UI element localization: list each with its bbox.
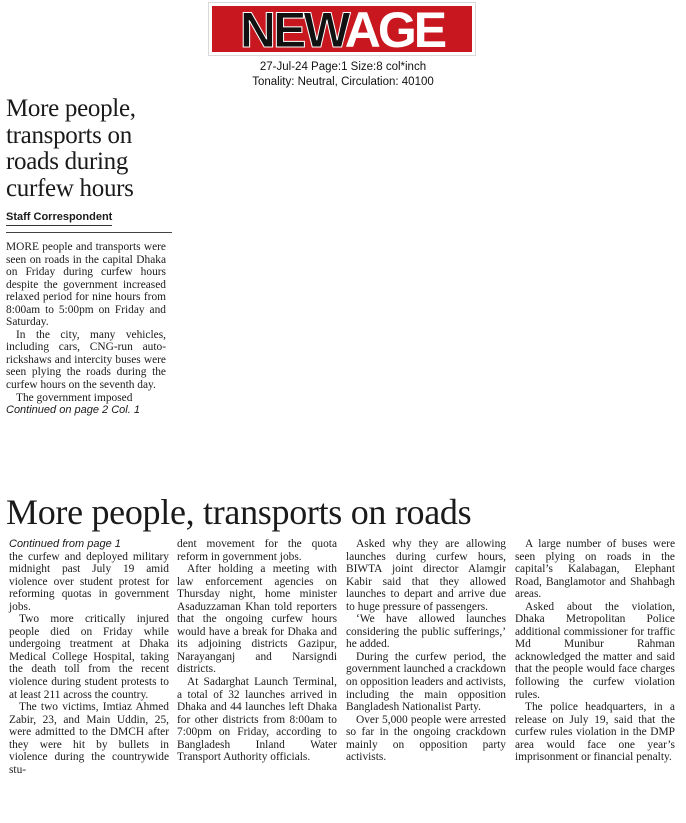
continuation-paragraph: After holding a meeting with law enforcement agencies on Thursday night, home minister Asaduzzaman Khan told reporters that the ongoing curfew hours would have a break for Dhaka and its adjoining districts Gazipur, Narayanganj and Narsigndi districts.	[177, 563, 337, 676]
byline-divider	[6, 232, 172, 233]
continuation-column-2	[177, 538, 337, 764]
continuation-paragraph: dent movement for the quota reform in government jobs.	[177, 538, 337, 563]
front-headline: More people, transports on roads during curfew hours	[6, 95, 136, 202]
clip-info-date-page-size: 27-Jul-24 Page:1 Size:8 col*inch	[259, 61, 427, 73]
newspaper-logo	[208, 2, 476, 56]
continuation-paragraph: During the curfew period, the government launched a crackdown on opposition leaders and activists, including the main opposition Bangladesh Nationalist Party.	[346, 650, 506, 714]
continuation-column-3	[346, 538, 506, 764]
front-body	[6, 241, 166, 417]
continuation-paragraph: the curfew and deployed military midnight past July 19 amid violence over student protest for reforming quotas in government jobs.	[9, 550, 169, 613]
continuation-paragraph: Two more critically injured people died on Friday while undergoing treatment at Dhaka Medical College Hospital, taking the death toll from the recent violence during student protests to at least 211 across the country.	[9, 613, 169, 701]
front-paragraph: MORE people and transports were seen on roads in the capital Dhaka on Friday during curfew hours despite the government increased relaxed period for nine hours from 8:00am to 5:00pm on Friday and Saturday.	[6, 241, 166, 329]
continuation-column-4	[515, 538, 675, 764]
continuation-paragraph: The police headquarters, in a release on July 19, said that the curfew rules violation in the DMP area would face one year’s imprisonment or financial penalty.	[515, 701, 675, 764]
continuation-paragraph: Over 5,000 people were arrested so far in the ongoing crackdown mainly on opposition party activists.	[346, 713, 506, 764]
clip-info-tonality-circulation: Tonality: Neutral, Circulation: 40100	[252, 76, 434, 88]
byline: Staff Correspondent	[6, 211, 112, 226]
front-paragraph: The government imposed	[16, 391, 133, 404]
continued-from-note: Continued from page 1	[9, 538, 121, 550]
continuation-column-1	[9, 538, 169, 776]
continuation-paragraph: Asked why they are allowing launches during curfew hours, BIWTA joint director Alamgir Kabir said that they allowed launches to depart and arrive due to huge pressure of passengers.	[346, 538, 506, 613]
continuation-headline: More people, transports on roads	[6, 492, 472, 532]
continuation-paragraph: At Sadarghat Launch Terminal, a total of 32 launches arrived in Dhaka and 44 launches left Dhaka for other districts from 8:00am to 7:00pm on Friday, according to Bangladesh Inland Water Transport Authority officials.	[177, 676, 337, 764]
continuation-paragraph: Asked about the violation, Dhaka Metropolitan Police additional commissioner for traffic Md Munibur Rahman acknowledged the matter and said that the people would face charges following the curfew violation rules.	[515, 600, 675, 701]
front-paragraph: In the city, many vehicles, including cars, CNG-run auto-rickshaws and intercity buses were seen plying the roads during the curfew hours on the seventh day.	[6, 328, 166, 392]
logo-new: NEW	[239, 2, 345, 56]
continuation-paragraph: The two victims, Imtiaz Ahmed Zabir, 23, and Main Uddin, 25, were admitted to the DMCH after they were hit by bullets in violence during the countrywide stu-	[9, 701, 169, 776]
continued-on-note: Continued on page 2 Col. 1	[6, 404, 140, 417]
logo-age: AGE	[344, 2, 445, 56]
logo-wordmark	[209, 2, 475, 56]
continuation-paragraph: ‘We have allowed launches considering the public sufferings,’ he added.	[346, 613, 506, 651]
front-page-clip	[6, 96, 172, 417]
continuation-paragraph: A large number of buses were seen plying on roads in the capital’s Kalabagan, Elephant Road, Banglamotor and Shahbagh areas.	[515, 538, 675, 601]
